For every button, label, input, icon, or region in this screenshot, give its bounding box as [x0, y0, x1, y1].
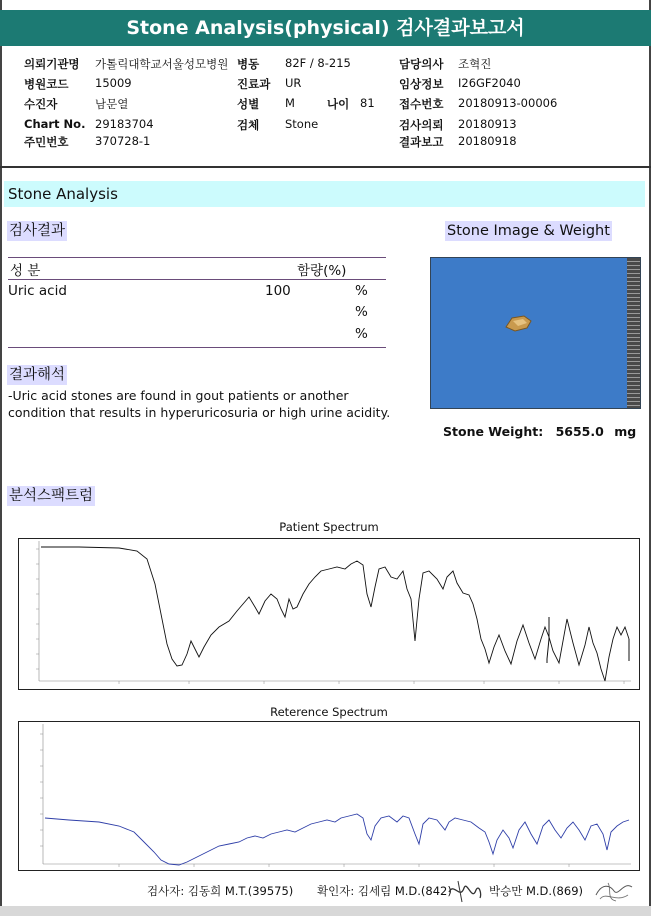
reference-spectrum-graph [19, 722, 639, 870]
results-heading: 검사결과 [9, 223, 66, 239]
scale-ruler [627, 258, 640, 408]
info-value-patient: 남문열 [95, 97, 129, 111]
info-label-doctor: 담당의사 [399, 57, 444, 71]
info-label-clinical: 임상정보 [399, 77, 444, 91]
table-header-line [8, 279, 386, 280]
patient-spectrum-graph [19, 539, 639, 689]
info-value-specimen: Stone [285, 117, 319, 131]
row-component: Uric acid [8, 283, 67, 299]
interpretation-text: -Uric acid stones are found in gout patients or another condition that results in hyperuricosuria or high urine acidity. [8, 388, 391, 420]
signature-footer [0, 876, 651, 906]
signature-doctor-icon [592, 877, 636, 905]
confirmer: 확인자: 김세림 M.D.(842) [317, 884, 452, 898]
info-value-chart-no: 29183704 [95, 117, 154, 131]
info-value-sex: M [285, 96, 295, 110]
reference-spectrum-title: Reterence Spectrum [270, 705, 388, 719]
info-label-hospital-code: 병원코드 [24, 77, 69, 91]
image-heading: Stone Image & Weight [447, 223, 610, 239]
info-label-ward: 병동 [237, 57, 260, 71]
col-content: 함량(%) [297, 263, 347, 279]
weight-unit: mg [614, 424, 637, 439]
col-component: 성 분 [10, 263, 41, 279]
info-label-report-date: 결과보고 [399, 135, 444, 149]
report-title: Stone Analysis(physical) 검사결과보고서 [0, 10, 651, 46]
info-label-sex: 성별 [237, 97, 260, 111]
info-value-hospital-code: 15009 [95, 76, 132, 90]
stone-weight [443, 424, 636, 439]
info-label-patient: 수진자 [24, 97, 58, 111]
stone-icon [503, 313, 533, 333]
doctor: 박승만 M.D.(869) [489, 884, 583, 898]
info-value-request-date: 20180913 [458, 117, 517, 131]
info-value-doctor: 조혁진 [458, 57, 492, 71]
weight-label: Stone Weight: [443, 424, 544, 439]
info-label-specimen: 검체 [237, 118, 260, 132]
row-value: 100 [265, 283, 291, 299]
table-bottom-line [8, 347, 386, 348]
patient-spectrum-title: Patient Spectrum [279, 520, 379, 534]
reference-spectrum-plot [18, 721, 640, 871]
info-value-department: UR [285, 76, 302, 90]
row-unit: % [355, 304, 368, 320]
section-title: Stone Analysis [4, 181, 645, 207]
info-label-institution: 의뢰기관명 [24, 57, 80, 71]
info-label-department: 진료과 [237, 77, 271, 91]
patient-spectrum-plot [18, 538, 640, 690]
info-value-ward: 82F / 8-215 [285, 56, 351, 70]
page-bottom-band [0, 906, 651, 916]
info-label-resident-no: 주민번호 [24, 135, 69, 149]
info-value-report-date: 20180918 [458, 134, 517, 148]
info-label-receipt: 접수번호 [399, 97, 444, 111]
interpretation-heading: 결과해석 [9, 367, 66, 383]
inspector: 검사자: 김동희 M.T.(39575) [147, 884, 294, 898]
signature-confirmer-icon [446, 878, 484, 904]
spectrum-heading: 분석스팩트럼 [9, 488, 94, 504]
table-top-line [8, 257, 386, 258]
info-value-age: 81 [360, 96, 375, 110]
info-value-resident-no: 370728-1 [95, 134, 151, 148]
stone-photo [430, 257, 641, 409]
row-unit: % [355, 283, 368, 299]
info-label-age: 나이 [327, 97, 350, 111]
info-divider [0, 166, 651, 168]
patient-info [0, 50, 651, 162]
info-value-receipt: 20180913-00006 [458, 96, 558, 110]
info-value-institution: 가톨릭대학교서울성모병원 [95, 57, 229, 71]
row-unit: % [355, 326, 368, 342]
info-label-chart-no: Chart No. [24, 117, 86, 131]
weight-value: 5655.0 [555, 424, 604, 439]
info-label-request-date: 검사의뢰 [399, 118, 444, 132]
info-value-clinical: I26GF2040 [458, 76, 521, 90]
